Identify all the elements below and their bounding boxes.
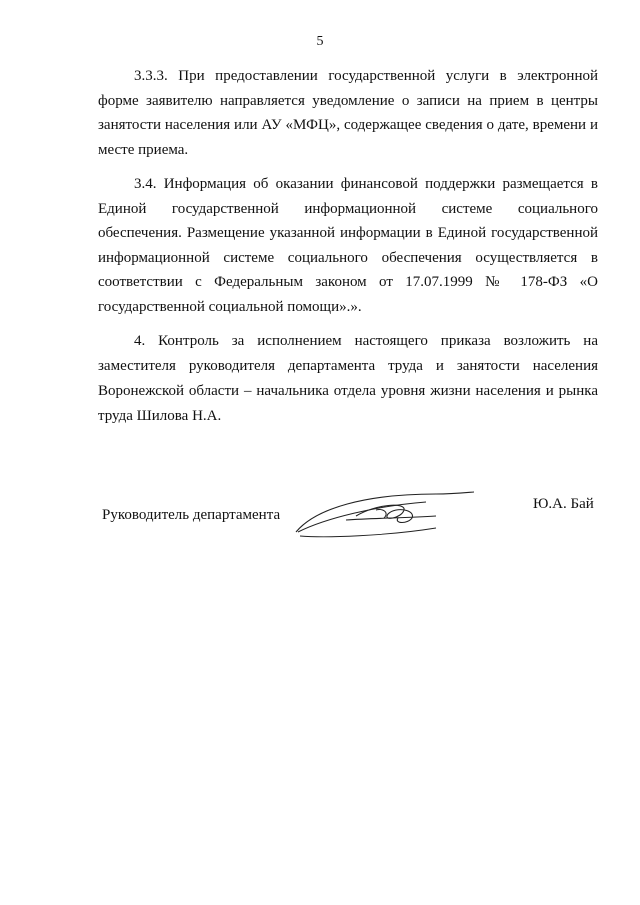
signatory-title: Руководитель департамента <box>102 507 281 523</box>
text-line: Воронежской области – начальника отдела уровня жизни населения и рынка <box>98 383 598 399</box>
text-line: государственной социальной помощи».». <box>98 299 362 315</box>
signatory-name: Ю.А. Бай <box>533 496 594 512</box>
text-line: 3.4. Информация об оказании финансовой поддержки размещается в <box>134 176 598 192</box>
text-line: Единой государственной информационной системе социального <box>98 201 598 217</box>
text-line: 4. Контроль за исполнением настоящего приказа возложить на <box>134 333 598 349</box>
text-line: занятости населения или АУ «МФЦ», содержащее сведения о дате, времени и <box>98 117 598 133</box>
text-line: форме заявителю направляется уведомление о записи на прием в центры <box>98 93 598 109</box>
text-line: обеспечения. Размещение указанной информации в Единой государственной <box>98 225 598 241</box>
text-line: заместителя руководителя департамента труда и занятости населения <box>98 358 598 374</box>
text-line: соответствии с Федеральным законом от 17.07.1999 № 178-ФЗ «О <box>98 274 598 290</box>
text-line: труда Шилова Н.А. <box>98 408 222 424</box>
text-line: информационной системе социального обеспечения осуществляется в <box>98 250 598 266</box>
handwritten-signature <box>286 488 476 540</box>
text-line: месте приема. <box>98 142 189 158</box>
page-number: 5 <box>316 34 324 49</box>
text-line: 3.3.3. При предоставлении государственной услуги в электронной <box>134 68 598 84</box>
